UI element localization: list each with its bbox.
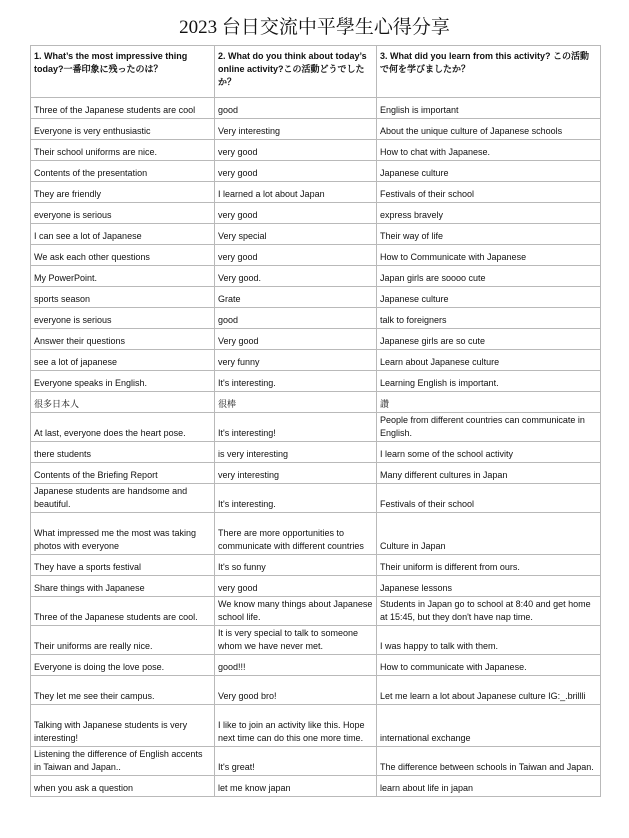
table-row [31, 597, 601, 626]
answer-cell-q1: They have a sports festival [31, 555, 215, 576]
table-row [31, 513, 601, 555]
answer-cell-q3: Culture in Japan [377, 513, 601, 555]
answer-cell-q3: Their way of life [377, 224, 601, 245]
answer-cell-q2: I learned a lot about Japan [215, 182, 377, 203]
answer-cell-q1: Everyone is doing the love pose. [31, 655, 215, 676]
answer-cell-q3: Learn about Japanese culture [377, 350, 601, 371]
answer-cell-q3: People from different countries can communicate in English. [377, 413, 601, 442]
header-question-1: 1. What’s the most impressive thing today?一番印象に残ったのは？ [31, 46, 215, 98]
header-question-3: 3. What did you learn from this activity? この活動で何を学びましたか？ [377, 46, 601, 98]
answer-cell-q1: see a lot of japanese [31, 350, 215, 371]
answer-cell-q1: Their uniforms are really nice. [31, 626, 215, 655]
answer-cell-q1: 很多日本人 [31, 392, 215, 413]
table-row [31, 308, 601, 329]
table-row [31, 655, 601, 676]
answer-cell-q1: Their school uniforms are nice. [31, 140, 215, 161]
answer-cell-q3: Japanese girls are so cute [377, 329, 601, 350]
answer-cell-q2: I like to join an activity like this. Hope next time can do this one more time. [215, 705, 377, 747]
answer-cell-q3: Festivals of their school [377, 182, 601, 203]
answer-cell-q1: They are friendly [31, 182, 215, 203]
answer-cell-q2: 很棒 [215, 392, 377, 413]
answer-cell-q3: Japanese culture [377, 161, 601, 182]
header-row [31, 46, 601, 98]
answer-cell-q1: My PowerPoint. [31, 266, 215, 287]
answer-cell-q2: very good [215, 245, 377, 266]
answer-cell-q3: English is important [377, 98, 601, 119]
answer-cell-q1: everyone is serious [31, 308, 215, 329]
table-row [31, 98, 601, 119]
answer-cell-q1: sports season [31, 287, 215, 308]
answer-cell-q1: Contents of the Briefing Report [31, 463, 215, 484]
answer-cell-q1: I can see a lot of Japanese [31, 224, 215, 245]
answer-cell-q2: It's great! [215, 747, 377, 776]
table-row [31, 442, 601, 463]
answer-cell-q2: Very special [215, 224, 377, 245]
survey-table [30, 45, 601, 797]
answer-cell-q3: I learn some of the school activity [377, 442, 601, 463]
answer-cell-q1: At last, everyone does the heart pose. [31, 413, 215, 442]
answer-cell-q2: Very good [215, 329, 377, 350]
answer-cell-q3: How to chat with Japanese. [377, 140, 601, 161]
answer-cell-q3: Japanese lessons [377, 576, 601, 597]
answer-cell-q1: They let me see their campus. [31, 676, 215, 705]
answer-cell-q1: Listening the difference of English accents in Taiwan and Japan.. [31, 747, 215, 776]
answer-cell-q2: It's so funny [215, 555, 377, 576]
answer-cell-q1: What impressed me the most was taking photos with everyone [31, 513, 215, 555]
answer-cell-q3: Japanese culture [377, 287, 601, 308]
table-row [31, 392, 601, 413]
answer-cell-q2: very good [215, 161, 377, 182]
answer-cell-q3: How to Communicate with Japanese [377, 245, 601, 266]
answer-cell-q2: Very good. [215, 266, 377, 287]
answer-cell-q3: Their uniform is different from ours. [377, 555, 601, 576]
answer-cell-q2: Very interesting [215, 119, 377, 140]
table-row [31, 555, 601, 576]
table-row [31, 224, 601, 245]
answer-cell-q2: good [215, 308, 377, 329]
answer-cell-q2: good!!! [215, 655, 377, 676]
answer-cell-q2: let me know japan [215, 776, 377, 797]
table-row [31, 350, 601, 371]
answer-cell-q2: There are more opportunities to communicate with different countries [215, 513, 377, 555]
table-row [31, 776, 601, 797]
answer-cell-q1: Japanese students are handsome and beautiful. [31, 484, 215, 513]
answer-cell-q1: Contents of the presentation [31, 161, 215, 182]
table-row [31, 161, 601, 182]
answer-cell-q1: Answer their questions [31, 329, 215, 350]
answer-cell-q3: I was happy to talk with them. [377, 626, 601, 655]
answer-cell-q1: Talking with Japanese students is very interesting! [31, 705, 215, 747]
table-row [31, 329, 601, 350]
answer-cell-q2: very good [215, 576, 377, 597]
table-row [31, 626, 601, 655]
answer-cell-q3: international exchange [377, 705, 601, 747]
table-row [31, 413, 601, 442]
answer-cell-q2: It's interesting. [215, 484, 377, 513]
answer-cell-q1: there students [31, 442, 215, 463]
table-row [31, 371, 601, 392]
answer-cell-q1: Everyone is very enthusiastic [31, 119, 215, 140]
table-row [31, 463, 601, 484]
table-row [31, 266, 601, 287]
table-row [31, 676, 601, 705]
answer-cell-q2: very good [215, 140, 377, 161]
table-row [31, 747, 601, 776]
answer-cell-q3: Students in Japan go to school at 8:40 and get home at 15:45, but they don't have nap time. [377, 597, 601, 626]
answer-cell-q3: talk to foreigners [377, 308, 601, 329]
table-row [31, 182, 601, 203]
answer-cell-q3: learn about life in japan [377, 776, 601, 797]
answer-cell-q3: How to communicate with Japanese. [377, 655, 601, 676]
answer-cell-q1: Everyone speaks in English. [31, 371, 215, 392]
table-row [31, 576, 601, 597]
table-row [31, 705, 601, 747]
answer-cell-q1: Share things with Japanese [31, 576, 215, 597]
answer-cell-q2: is very interesting [215, 442, 377, 463]
table-row [31, 484, 601, 513]
table-row [31, 119, 601, 140]
answer-cell-q1: We ask each other questions [31, 245, 215, 266]
answer-cell-q1: Three of the Japanese students are cool. [31, 597, 215, 626]
answer-cell-q1: when you ask a question [31, 776, 215, 797]
answer-cell-q2: We know many things about Japanese school life. [215, 597, 377, 626]
table-row [31, 140, 601, 161]
answer-cell-q2: It's interesting. [215, 371, 377, 392]
answer-cell-q2: very good [215, 203, 377, 224]
answer-cell-q3: 讚 [377, 392, 601, 413]
answer-cell-q3: Learning English is important. [377, 371, 601, 392]
answer-cell-q3: Let me learn a lot about Japanese culture IG:_.brillli [377, 676, 601, 705]
answer-cell-q2: very interesting [215, 463, 377, 484]
answer-cell-q2: It's interesting! [215, 413, 377, 442]
answer-cell-q3: The difference between schools in Taiwan and Japan. [377, 747, 601, 776]
answer-cell-q2: It is very special to talk to someone whom we have never met. [215, 626, 377, 655]
answer-cell-q3: Many different cultures in Japan [377, 463, 601, 484]
table-body [31, 98, 601, 797]
answer-cell-q2: very funny [215, 350, 377, 371]
table-row [31, 287, 601, 308]
answer-cell-q1: everyone is serious [31, 203, 215, 224]
answer-cell-q3: Japan girls are soooo cute [377, 266, 601, 287]
answer-cell-q2: good [215, 98, 377, 119]
answer-cell-q3: express bravely [377, 203, 601, 224]
header-question-2: 2. What do you think about today’s online activity?この活動どうでしたか？ [215, 46, 377, 98]
table-row [31, 203, 601, 224]
answer-cell-q3: Festivals of their school [377, 484, 601, 513]
page-title: 2023 台日交流中平學生心得分享 [179, 17, 450, 38]
answer-cell-q2: Grate [215, 287, 377, 308]
table-row [31, 245, 601, 266]
answer-cell-q3: About the unique culture of Japanese schools [377, 119, 601, 140]
answer-cell-q1: Three of the Japanese students are cool [31, 98, 215, 119]
answer-cell-q2: Very good bro! [215, 676, 377, 705]
